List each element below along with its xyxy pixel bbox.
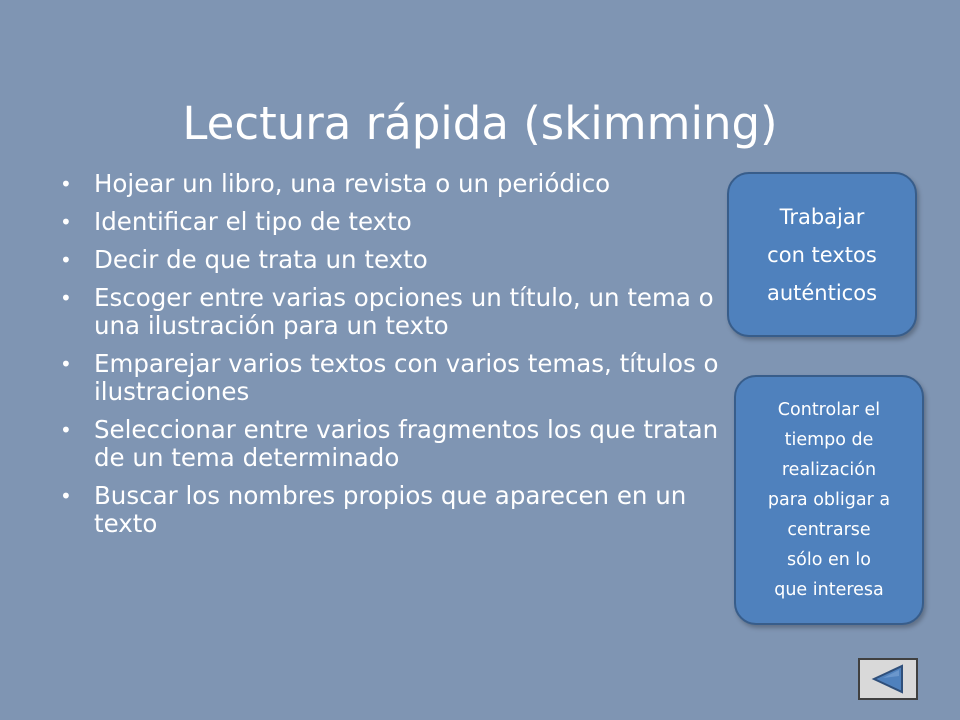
bullet-text: Buscar los nombres propios que aparecen en un texto bbox=[94, 481, 687, 538]
back-button[interactable] bbox=[858, 658, 918, 700]
callout-authentic-texts bbox=[727, 172, 917, 337]
bullet-item bbox=[60, 482, 720, 538]
bullet-text: Emparejar varios textos con varios temas, títulos o ilustraciones bbox=[94, 349, 719, 406]
bullet-dot: • bbox=[60, 248, 72, 272]
bullet-dot: • bbox=[60, 210, 72, 234]
callout-time-control bbox=[734, 375, 924, 625]
bullet-dot: • bbox=[60, 418, 72, 442]
bullet-item bbox=[60, 170, 720, 198]
bullet-text: Hojear un libro, una revista o un periódico bbox=[94, 169, 611, 198]
slide-title: Lectura rápida (skimming) bbox=[182, 97, 778, 151]
bullet-item bbox=[60, 246, 720, 274]
bullet-dot: • bbox=[60, 484, 72, 508]
bullet-text: Escoger entre varias opciones un título, un tema o una ilustración para un texto bbox=[94, 283, 714, 340]
bullet-text: Seleccionar entre varios fragmentos los que tratan de un tema determinado bbox=[94, 415, 719, 472]
callout-text: Trabajar con textos auténticos bbox=[766, 204, 878, 305]
bullet-dot: • bbox=[60, 172, 72, 196]
bullet-list bbox=[60, 170, 720, 548]
bullet-item bbox=[60, 208, 720, 236]
bullet-item bbox=[60, 350, 720, 406]
bullet-text: Decir de que trata un texto bbox=[94, 245, 428, 274]
bullet-text: Identificar el tipo de texto bbox=[94, 207, 412, 236]
bullet-dot: • bbox=[60, 286, 72, 310]
bullet-dot: • bbox=[60, 352, 72, 376]
triangle-left-icon bbox=[868, 663, 908, 695]
callout-text: Controlar el tiempo de realización para obligar a centrarse sólo en lo que interesa bbox=[767, 400, 891, 600]
bullet-item bbox=[60, 416, 720, 472]
bullet-item bbox=[60, 284, 720, 340]
